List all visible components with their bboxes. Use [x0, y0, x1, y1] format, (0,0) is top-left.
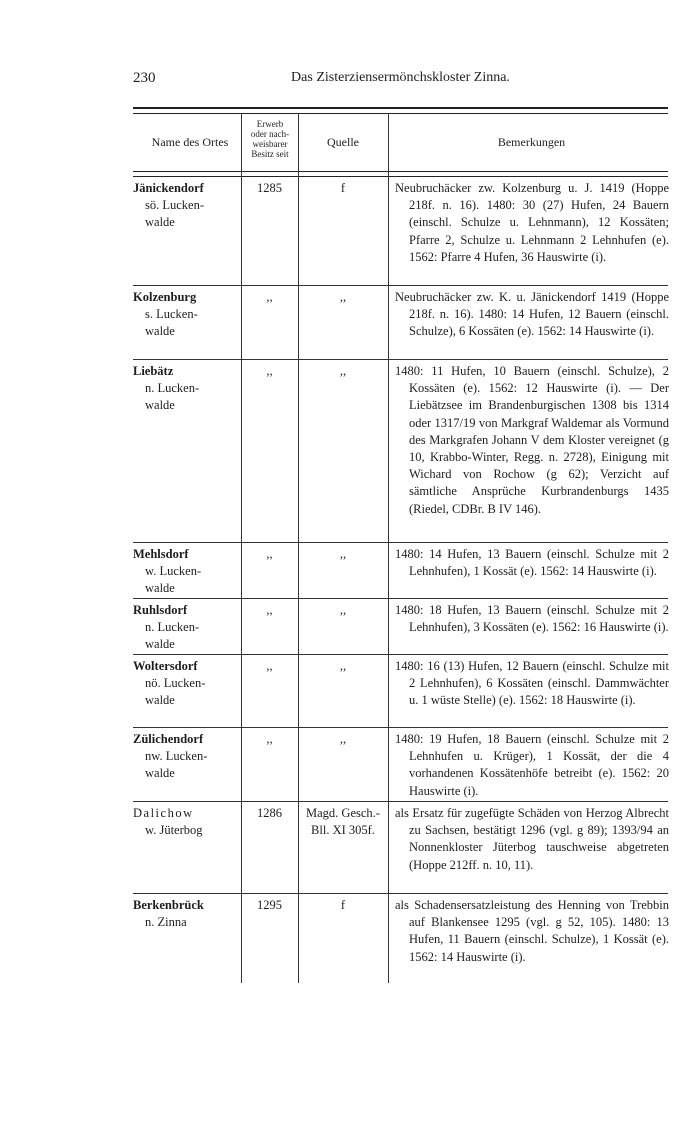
place-location: n. Lucken-	[145, 381, 200, 396]
remarks-cell: 1480: 19 Hufen, 18 Bauern (einschl. Schulze mit 2 Lehnhufen u. Krüger), 1 Kossät, der die 4 vorhandenen Kossätenhöfe betreibt (e). 1562: 20 Hauswirte (i).	[395, 732, 669, 798]
place-name: Berkenbrück	[133, 898, 204, 912]
place-cell	[133, 658, 241, 710]
source-cell: ,,	[339, 603, 347, 617]
place-name: Jänickendorf	[133, 181, 204, 195]
remarks-cell: 1480: 16 (13) Hufen, 12 Bauern (einschl. Schulze mit 2 Lehnhufen), 6 Kossäten (einschl. Dammwächter u. 1 wüste Stelle) (e). 1562: 18 Hauswirte (i).	[395, 659, 669, 708]
col-header-name: Name des Ortes	[151, 135, 229, 149]
table-row	[133, 599, 668, 655]
table-row	[133, 802, 668, 894]
place-location: sö. Lucken-	[145, 198, 205, 213]
place-location: walde	[145, 766, 175, 781]
col-header-acquisition: Erwerb oder nach- weisbarer Besitz seit	[250, 119, 290, 159]
place-name: Woltersdorf	[133, 659, 198, 673]
table-row	[133, 177, 668, 286]
place-cell	[133, 805, 241, 839]
year-cell: 1295	[257, 898, 282, 912]
source-cell: ,,	[339, 364, 347, 378]
col-header-source: Quelle	[327, 135, 359, 149]
place-name: Liebätz	[133, 364, 174, 378]
table-row	[133, 360, 668, 543]
top-rule-thin	[133, 113, 668, 114]
source-cell: ,,	[339, 659, 347, 673]
source-cell: ,,	[339, 547, 347, 561]
place-cell	[133, 546, 241, 598]
place-location: walde	[145, 324, 175, 339]
place-location: walde	[145, 581, 175, 596]
place-location: s. Lucken-	[145, 307, 198, 322]
header-rule	[133, 171, 668, 172]
year-cell: ,,	[266, 603, 273, 617]
year-cell: ,,	[266, 364, 273, 378]
place-cell	[133, 897, 241, 931]
place-location: n. Lucken-	[145, 620, 200, 635]
place-cell	[133, 363, 241, 415]
place-location: w. Jüterbog	[145, 823, 203, 838]
remarks-cell: Neubruchäcker zw. Kolzenburg u. J. 1419 (Hoppe 218f. n. 16). 1480: 30 (27) Hufen, 24 Bauern (einschl. Schulze u. Lehnmann), 12 Kossäten; Pfarre 2, Schulze u. Lehnmann 2 Lehnhufen (e). 1562: Pfarre 4 Hufen, 36 Hauswirte (i).	[395, 181, 669, 264]
remarks-cell: als Ersatz für zugefügte Schäden von Herzog Albrecht zu Sachsen, bestätigt 1296 (vgl. g 89); 1393/94 an Nonnenkloster Jüterbog tauschweise abgetreten (Hoppe 212ff. n. 10, 11).	[395, 806, 669, 872]
place-location: w. Lucken-	[145, 564, 202, 579]
place-location: walde	[145, 215, 175, 230]
place-location: walde	[145, 693, 175, 708]
year-cell: 1285	[257, 181, 282, 195]
place-name: Kolzenburg	[133, 290, 197, 304]
source-cell: ,,	[339, 290, 347, 304]
table-row	[133, 728, 668, 802]
place-name: Mehlsdorf	[133, 547, 189, 561]
place-name: Ruhlsdorf	[133, 603, 188, 617]
page-number: 230	[133, 70, 156, 86]
running-title: Das Zisterziensermönchskloster Zinna.	[291, 70, 510, 85]
places-table	[133, 177, 668, 994]
place-cell	[133, 289, 241, 341]
year-cell: ,,	[266, 732, 273, 746]
table-row	[133, 286, 668, 360]
table-row	[133, 894, 668, 994]
col-header-remarks: Bemerkungen	[497, 135, 566, 149]
source-cell: ,,	[339, 732, 347, 746]
page-header	[133, 70, 668, 90]
source-cell: f	[340, 898, 346, 912]
remarks-cell: 1480: 11 Hufen, 10 Bauern (einschl. Schulze), 2 Kossäten (e). 1562: 12 Hauswirte (i). — Der Liebätzsee im Brandenburgischen 1308 bis 1314 oder 1317/19 von Markgraf Waldemar als Vormund des Markgrafen Johann V dem Kloster vereignet (g 10, Krabbo-Winter, Regg. n. 2728), Einigung mit Wichard von Rochow (g 62); Verzicht auf sämtliche Ansprüche Kurbrandenburgs 1435 (Riedel, CDBr. B IV 146).	[395, 364, 669, 516]
source-cell: Magd. Gesch.-Bll. XI 305f.	[306, 806, 380, 838]
remarks-cell: Neubruchäcker zw. K. u. Jänickendorf 1419 (Hoppe 218f. n. 16). 1480: 14 Hufen, 12 Bauern (einschl. Schulze), 6 Kossäten (e). 1562: 14 Hauswirte (i).	[395, 290, 669, 339]
remarks-cell: 1480: 18 Hufen, 13 Bauern (einschl. Schulze mit 2 Lehnhufen), 3 Kossäten (e). 1562: 16 Hauswirte (i).	[395, 603, 669, 635]
place-cell	[133, 602, 241, 654]
remarks-cell: als Schadensersatzleistung des Henning von Trebbin auf Blankensee 1295 (vgl. g 52, 105). 1480: 13 Hufen, 11 Bauern (einschl. Schulze), 1 Kossät (e). 1562: 14 Hauswirte (i).	[395, 898, 669, 964]
source-cell: f	[340, 181, 346, 195]
place-location: n. Zinna	[145, 915, 187, 930]
year-cell: ,,	[266, 659, 273, 673]
place-cell	[133, 180, 241, 232]
remarks-cell: 1480: 14 Hufen, 13 Bauern (einschl. Schulze mit 2 Lehnhufen), 1 Kossät (e). 1562: 14 Hauswirte (i).	[395, 547, 669, 579]
place-location: nw. Lucken-	[145, 749, 208, 764]
place-location: walde	[145, 398, 175, 413]
year-cell: ,,	[266, 547, 273, 561]
year-cell: ,,	[266, 290, 273, 304]
place-name: Zülichendorf	[133, 732, 204, 746]
place-cell	[133, 731, 241, 783]
place-location: walde	[145, 637, 175, 652]
year-cell: 1286	[257, 806, 282, 820]
table-row	[133, 543, 668, 599]
top-rule	[133, 107, 668, 109]
table-row	[133, 655, 668, 728]
place-name: Dalichow	[133, 806, 194, 820]
place-location: nö. Lucken-	[145, 676, 206, 691]
